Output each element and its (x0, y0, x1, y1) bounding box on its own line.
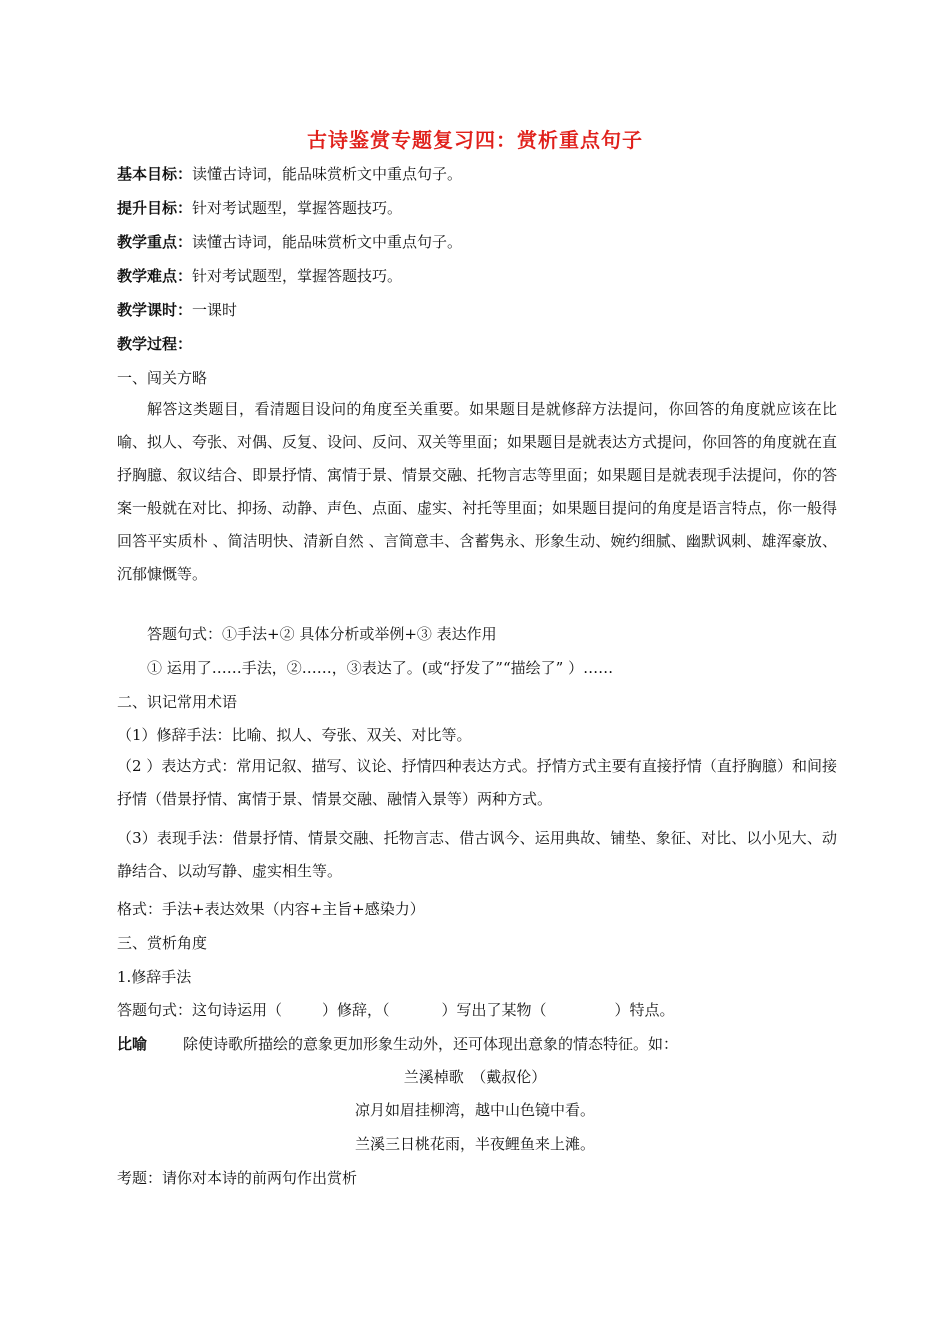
goal-text: 针对考试题型，掌握答题技巧。 (192, 199, 403, 217)
goal-label: 提升目标： (117, 199, 193, 217)
format-line: 格式：手法+表达效果（内容+主旨+感染力） (117, 900, 425, 918)
goal-label: 基本目标： (117, 165, 193, 183)
poem-title: 兰溪棹歌 （戴叔伦） (403, 1068, 547, 1086)
goal-text: 一课时 (192, 301, 238, 319)
term-item: （3）表现手法：借景抒情、情景交融、托物言志、借古讽今、运用典故、铺垫、象征、对比、以小见大、动静结合、以动写静、虚实相生等。 (117, 829, 837, 880)
metaphor-label: 比喻 (117, 1035, 148, 1053)
page-title: 古诗鉴赏专题复习四：赏析重点句子 (307, 128, 643, 152)
process-label: 教学过程： (117, 335, 193, 353)
answer-formula-example: ① 运用了……手法，②……，③表达了。(或“抒发了”“描绘了” ）…… (147, 659, 614, 677)
metaphor-line (117, 1033, 678, 1054)
teaching-difficulty (117, 265, 402, 286)
section-heading: 一、闯关方略 (117, 369, 208, 387)
metaphor-text: 除使诗歌所描绘的意象更加形象生动外，还可体现出意象的情态特征。如： (183, 1035, 679, 1053)
poem-line: 兰溪三日桃花雨，半夜鲤鱼来上滩。 (354, 1135, 595, 1153)
poem-line: 凉月如眉挂柳湾，越中山色镜中看。 (354, 1101, 595, 1119)
goal-basic (117, 163, 462, 184)
answer-pattern (117, 999, 675, 1020)
answer-pattern-part: ）写出了某物（ (441, 1001, 547, 1019)
goal-text: 读懂古诗词，能品味赏析文中重点句子。 (192, 233, 463, 251)
section-heading: 三、赏析角度 (117, 934, 208, 952)
term-item: （1）修辞手法：比喻、拟人、夸张、双关、对比等。 (117, 726, 472, 744)
term-item: （2 ）表达方式：常用记叙、描写、议论、抒情四种表达方式。抒情方式主要有直接抒情（直抒胸臆）和间接抒情（借景抒情、寓情于景、情景交融、融情入景等）两种方式。 (117, 757, 837, 808)
subsection-heading: 1.修辞手法 (117, 968, 192, 986)
goal-text: 读懂古诗词，能品味赏析文中重点句子。 (192, 165, 463, 183)
answer-pattern-part: ）特点。 (614, 1001, 675, 1019)
goal-advanced (117, 197, 402, 218)
goal-text: 针对考试题型，掌握答题技巧。 (192, 267, 403, 285)
exam-question: 考题：请你对本诗的前两句作出赏析 (117, 1169, 358, 1187)
answer-formula: 答题句式：①手法+② 具体分析或举例+③ 表达作用 (147, 625, 497, 643)
section-heading: 二、识记常用术语 (117, 693, 238, 711)
answer-pattern-part: 答题句式：这句诗运用（ (117, 1001, 283, 1019)
strategy-paragraph: 解答这类题目，看清题目设问的角度至关重要。如果题目是就修辞方法提问，你回答的角度就应该在比喻、拟人、夸张、对偶、反复、设问、反问、双关等里面；如果题目是就表达方式提问，你回答的角度就在直抒胸臆、叙议结合、即景抒情、寓情于景、情景交融、托物言志等里面；如果题目是就表现手法提问，你的答案一般就在对比、抑扬、动静、声色、点面、虚实、衬托等里面；如果题目提问的角度是语言特点，你一般得回答平实质朴 、简洁明快、清新自然 、言简意丰、含蓄隽永、形象生动、婉约细腻、幽默讽刺、雄浑豪放、沉郁慷慨等。 (117, 400, 838, 583)
goal-label: 教学难点： (117, 267, 193, 285)
teaching-hours (117, 299, 237, 320)
goal-label: 教学重点： (117, 233, 193, 251)
teaching-focus (117, 231, 462, 252)
answer-pattern-part: ）修辞，（ (322, 1001, 390, 1019)
goal-label: 教学课时： (117, 301, 193, 319)
